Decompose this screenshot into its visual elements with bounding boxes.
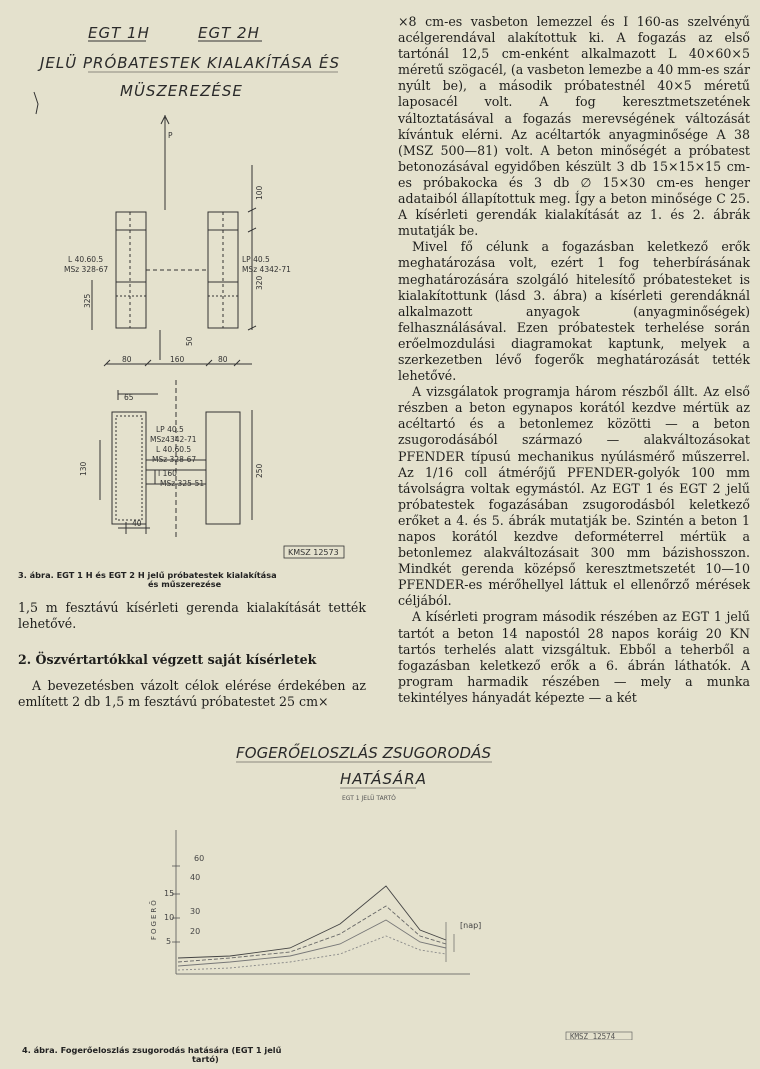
fig4-title-line1: FOGERŐELOSZLÁS ZSUGORODÁS	[236, 744, 492, 762]
fig3-load-label: P	[168, 131, 173, 140]
left-p1: 1,5 m fesztávú kísérleti gerenda kialakítását tették lehetővé.	[18, 600, 366, 632]
fig3-dim-130: 130	[79, 461, 88, 476]
fig4-tick-60: 60	[194, 854, 205, 863]
fig3-caption	[18, 571, 378, 589]
fig3-sec-label2: MSz4342-71	[150, 435, 197, 444]
fig4-tick-40: 40	[190, 873, 201, 882]
left-paragraph-1	[18, 600, 366, 632]
fig3-title-egt2h: EGT 2H	[198, 24, 260, 42]
fig3-dim-65: 65	[124, 393, 134, 402]
left-p2: A bevezetésben vázolt célok elérése érdekében az említett 2 db 1,5 m fesztávú próbatestet 25 cm×	[18, 678, 366, 710]
fig3-left-label2: MSz 328-67	[64, 265, 109, 274]
right-p1: ×8 cm-es vasbeton lemezzel és I 160-as szelvényű acélgerendával alakítottuk ki. A fogazás az első tartónál 12,5 cm-enként alkalmazott L 40×60×5 méretű szögacél, (a vasbeton lemezbe a 40 mm-es szár nyúlt be), a második próbatestnél 40×5 méretű laposacél volt. A fog keresztmetszetének változtatásával a fogazás merevségének változását kívántuk elérni. Az acéltartók anyagminősége A 38 (MSZ 500—81) volt. A beton minőségét a próbatest betonozásával egyidőben készült 3 db 15×15×15 cm-es próbakocka és 3 db ∅ 15×30 cm-es henger adataiból állapítottuk meg. Így a beton minősége C 25. A kísérleti gerendák kialakítását az 1. és 2. ábrák mutatják be.	[398, 14, 750, 239]
fig3-title-line2: JELÜ PRÓBATESTEK KIALAKÍTÁSA ÉS	[40, 54, 340, 72]
fig4-subtitle: EGT 1 JELÜ TARTÓ	[342, 795, 396, 802]
fig3-dim-80b: 80	[218, 355, 228, 364]
fig4-stamp: KMSZ 12574	[570, 1032, 616, 1041]
fig3-dim-160: 160	[170, 355, 185, 364]
fig3-sec-label1: LP 40.5	[156, 425, 184, 434]
left-paragraph-2	[18, 678, 366, 710]
fig4-title-line2: HATÁSÁRA	[340, 770, 427, 788]
fig3-title-egt1h: EGT 1H	[88, 24, 150, 42]
fig4-series-30	[178, 920, 446, 966]
right-p3: A vizsgálatok programja három részből állt. Az első részben a beton egynapos korától kezdve mértük az acéltartó és a betonlemez közötti — a beton zsugorodásából származó — alakváltozásokat PFENDER típusú mechanikus nyúlásmérő műszerrel. Az 1/16 coll átmérőjű PFENDER-golyók 100 mm távolságra voltak egymástól. Az EGT 1 és EGT 2 jelű próbatestek fogazásában zsugorodásból keletkező erőket a 4. és 5. ábrák mutatják be. Szintén a beton 1 napos korától kezdve deforméterrel mértük a betonlemez alakváltozásait 300 mm bázishosszon. Mindkét gerenda középső keresztmetszetét 10—10 PFENDER-es mérőhellyel láttuk el ellenőrző mérések céljából.	[398, 384, 750, 609]
right-column	[398, 14, 750, 706]
fig3-caption-line1: 3. ábra. EGT 1 H és EGT 2 H jelű próbatestek kialakítása	[18, 570, 277, 580]
fig3-dim-320: 320	[255, 275, 264, 290]
fig4-ylabel: FOGERŐ	[150, 898, 158, 940]
fig4-series-40	[178, 906, 446, 962]
fig4-series-60	[178, 886, 446, 958]
fig3-right-label2: MSz 4342-71	[242, 265, 291, 274]
section-heading: 2. Öszvértartókkal végzett saját kísérletek	[18, 652, 317, 667]
fig3-caption-line2: és műszerezése	[148, 579, 222, 589]
fig3-sec-label3: L 40.60.5	[156, 445, 192, 454]
right-p4: A kísérleti program második részében az EGT 1 jelű tartót a beton 14 napostól 28 napos koráig 20 KN tartós terhelés alatt vizsgáltuk. Ebből a teherből a fogazásban keletkező erők a 6. ábrán láthatók. A program harmadik részében — mely a munka tekintélyes hányadát képezte — a két	[398, 609, 750, 705]
fig4-series-20	[178, 936, 446, 970]
fig3-dim-100: 100	[255, 185, 264, 200]
fig3-left-label1: L 40.60.5	[68, 255, 104, 264]
fig4-tick-30: 30	[190, 907, 201, 916]
fig4-caption-line1: 4. ábra. Fogerőeloszlás zsugorodás hatására (EGT 1 jelű	[22, 1045, 282, 1055]
figure-3-drawing	[0, 0, 392, 570]
fig4-tick-15: 15	[164, 889, 175, 898]
fig3-stamp: KMSZ 12573	[288, 548, 339, 557]
fig3-right-label1: LP 40.5	[242, 255, 270, 264]
fig3-dim-50: 50	[185, 336, 194, 346]
fig3-sec-label4: MSz 328-67	[152, 455, 197, 464]
fig4-caption	[22, 1046, 382, 1064]
fig4-caption-line2: tartó)	[192, 1054, 219, 1064]
fig3-sec-label6: MSz 325-51	[160, 479, 205, 488]
fig4-tick-5: 5	[166, 937, 172, 946]
fig3-title-line3: MÜSZEREZÉSE	[120, 82, 243, 100]
right-p2: Mivel fő célunk a fogazásban keletkező erők meghatározása volt, ezért 1 fog teherbírásának meghatározására szolgáló hitelesítő próbatesteket is kialakítottunk (lásd 3. ábra) a kísérleti gerendáknál alkalmazott anyagok (anyagminőségek) felhasználásával. Ezen próbatestek terhelése során erőelmozdulási diagramokat kaptunk, melyek a szerkezetben lévő fogerők meghatározását tették lehetővé.	[398, 239, 750, 384]
fig4-tick-20: 20	[190, 927, 201, 936]
fig4-unit: [nap]	[460, 921, 482, 930]
figure-4-drawing	[0, 730, 760, 1040]
fig3-dim-80a: 80	[122, 355, 132, 364]
fig3-dim-325: 325	[83, 293, 92, 308]
fig3-sec-label5: I 160	[158, 469, 177, 478]
fig4-tick-10: 10	[164, 913, 175, 922]
fig3-dim-40: 40	[132, 519, 142, 528]
fig3-dim-250: 250	[255, 463, 264, 478]
